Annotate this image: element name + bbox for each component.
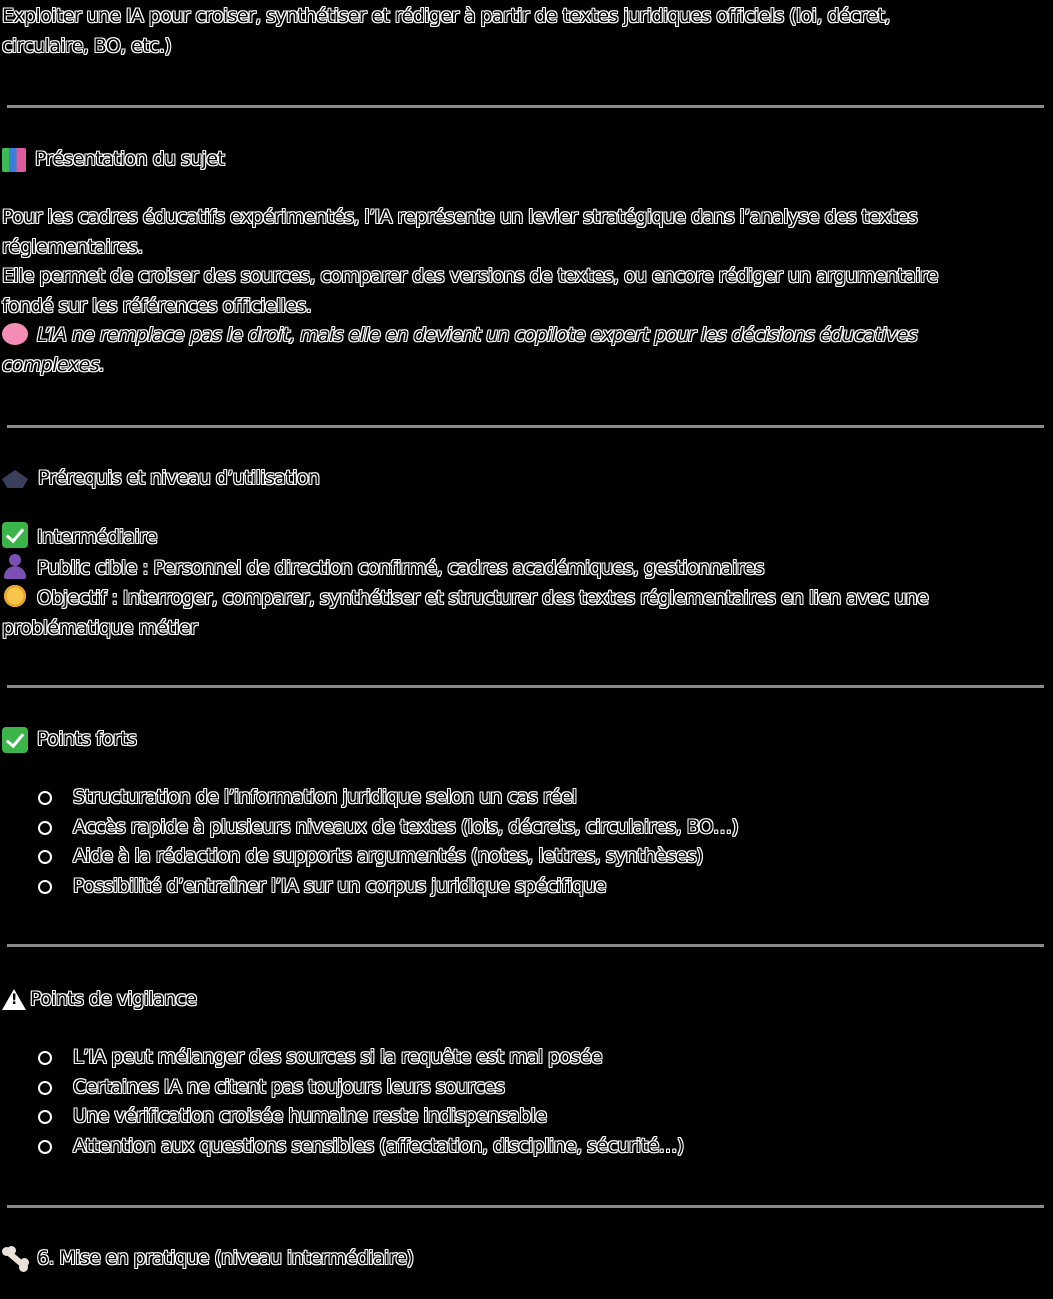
bullet-icon [38, 880, 52, 894]
divider [7, 1205, 1044, 1208]
level-text: Intermédiaire [37, 526, 158, 548]
list-item: L’IA peut mélanger des sources si la requête est mal posée [0, 1043, 1040, 1073]
paragraph-line: Elle permet de croiser des sources, comparer des versions de textes, ou encore rédiger un argumentaire [2, 265, 938, 287]
paragraph-line: réglementaires. [2, 235, 143, 258]
books-icon [2, 148, 26, 172]
section-title: 6. Mise en pratique (niveau intermédiaire) [37, 1247, 414, 1270]
list-item: Attention aux questions sensibles (affectation, discipline, sécurité…) [0, 1132, 1040, 1162]
sun-icon [2, 583, 28, 609]
section-title: Présentation du sujet [35, 148, 225, 171]
list-item: Accès rapide à plusieurs niveaux de textes (lois, décrets, circulaires, BO…) [0, 813, 1040, 843]
check-mark-icon [2, 522, 28, 548]
bullet-icon [38, 1110, 52, 1124]
check-mark-icon [2, 727, 28, 753]
bullet-icon [38, 1081, 52, 1095]
objective-line: problématique métier [2, 616, 198, 639]
intro-paragraph [2, 2, 1042, 61]
level-line [2, 522, 1042, 553]
list-item: Possibilité d’entraîner l’IA sur un corpus juridique spécifique [0, 872, 1040, 902]
quote-line: complexes. [2, 353, 105, 376]
bullet-icon [38, 1051, 52, 1065]
list-item: Certaines IA ne citent pas toujours leurs sources [0, 1073, 1040, 1103]
brain-icon [2, 323, 28, 345]
divider [7, 944, 1044, 947]
section-heading-presentation [2, 145, 224, 175]
section-heading-practice [2, 1244, 413, 1274]
prerequisites-block [2, 522, 1042, 643]
divider [7, 105, 1044, 108]
presentation-paragraph [2, 203, 1042, 380]
section-title: Points de vigilance [30, 988, 197, 1011]
section-heading-strengths [2, 725, 136, 755]
intro-line: circulaire, BO, etc.) [2, 34, 172, 57]
person-icon [2, 553, 28, 579]
audience-text: Public cible : Personnel de direction confirmé, cadres académiques, gestionnaires [37, 556, 764, 579]
bullet-icon [38, 821, 52, 835]
divider [7, 685, 1044, 688]
quote-text: L’IA ne remplace pas le droit, mais elle en devient un copilote expert pour les décisions éducatives [37, 324, 918, 346]
bullet-icon [38, 1140, 52, 1154]
audience-line [2, 553, 1042, 584]
bullet-icon [38, 791, 52, 805]
section-heading-prerequisites [2, 464, 319, 494]
bullet-icon [38, 850, 52, 864]
bone-icon [2, 1247, 28, 1271]
section-heading-vigilance [2, 985, 196, 1015]
section-title: Prérequis et niveau d’utilisation [38, 467, 320, 490]
list-item: Structuration de l’information juridique selon un cas réel [0, 783, 1040, 813]
warning-icon [2, 989, 26, 1011]
section-title: Points forts [37, 728, 137, 751]
paragraph-line: Pour les cadres éducatifs expérimentés, l’IA représente un levier stratégique dans l’analyse des textes [2, 206, 918, 228]
objective-text: Objectif : Interroger, comparer, synthétiser et structurer des textes réglementaires en lien avec une [37, 587, 929, 609]
list-item: Aide à la rédaction de supports argumentés (notes, lettres, synthèses) [0, 842, 1040, 872]
graduation-cap-icon [2, 468, 29, 490]
vigilance-list [0, 1043, 1040, 1161]
quote-line [2, 321, 1042, 351]
intro-line: Exploiter une IA pour croiser, synthétiser et rédiger à partir de textes juridiques officiels (loi, décret, [2, 5, 890, 27]
objective-line [2, 583, 1042, 614]
paragraph-line: fondé sur les références officielles. [2, 294, 312, 317]
list-item: Une vérification croisée humaine reste indispensable [0, 1102, 1040, 1132]
divider [7, 425, 1044, 428]
strengths-list [0, 783, 1040, 901]
